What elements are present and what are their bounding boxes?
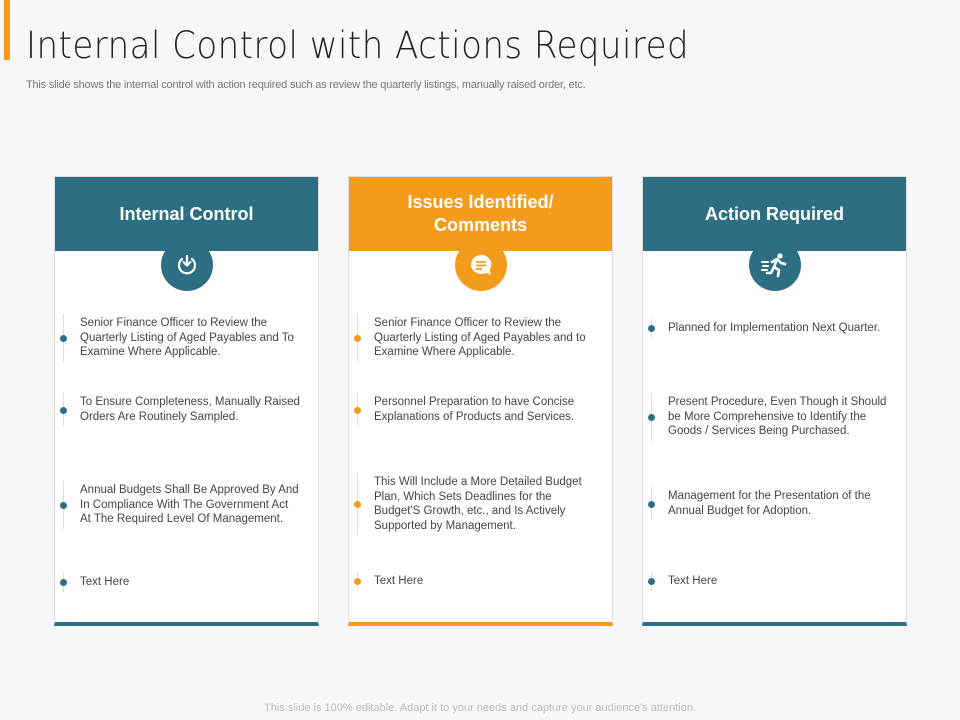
list-item: Text Here <box>374 574 594 589</box>
list-item: Text Here <box>668 574 888 589</box>
card-issues-identified <box>348 176 613 626</box>
title-accent-bar <box>4 0 10 60</box>
running-icon <box>749 239 801 291</box>
bullet-dot <box>648 414 655 421</box>
card-action-required <box>642 176 907 626</box>
list-item: To Ensure Completeness, Manually Raised Orders Are Routinely Sampled. <box>80 395 300 424</box>
list-item: Senior Finance Officer to Review the Quarterly Listing of Aged Payables and to Examine Where Applicable. <box>374 316 594 360</box>
list-item: Present Procedure, Even Though it Should be More Comprehensive to Identify the Goods / Services Being Purchased. <box>668 395 888 439</box>
page-subtitle: This slide shows the internal control with action required such as review the quarterly listings, manually raised order, etc. <box>26 79 586 91</box>
card-header: Action Required <box>643 177 906 251</box>
bullet-dot <box>60 579 67 586</box>
page-title: Internal Control with Actions Required <box>26 24 690 67</box>
power-icon <box>161 239 213 291</box>
list-item: Senior Finance Officer to Review the Quarterly Listing of Aged Payables and To Examine Where Applicable. <box>80 316 300 360</box>
bullet-dot <box>354 407 361 414</box>
bullet-dot <box>60 502 67 509</box>
list-item: This Will Include a More Detailed Budget Plan, Which Sets Deadlines for the Budget'S Growth, etc., and Is Actively Supported by Management. <box>374 475 594 533</box>
bullet-dot <box>648 325 655 332</box>
bullet-dot <box>60 335 67 342</box>
bullet-dot <box>648 578 655 585</box>
card-header: Internal Control <box>55 177 318 251</box>
list-item: Management for the Presentation of the Annual Budget for Adoption. <box>668 489 888 518</box>
card-header: Issues Identified/ Comments <box>349 177 612 251</box>
bullet-dot <box>354 335 361 342</box>
bullet-dot <box>354 578 361 585</box>
card-internal-control <box>54 176 319 626</box>
list-item: Text Here <box>80 575 300 590</box>
bullet-dot <box>354 501 361 508</box>
bullet-dot <box>648 501 655 508</box>
list-item: Planned for Implementation Next Quarter. <box>668 321 888 336</box>
list-item: Personnel Preparation to have Concise Explanations of Products and Services. <box>374 395 594 424</box>
bullet-dot <box>60 407 67 414</box>
comment-icon <box>455 239 507 291</box>
list-item: Annual Budgets Shall Be Approved By And In Compliance With The Government Act At The Required Level Of Management. <box>80 483 300 527</box>
footer-note: This slide is 100% editable. Adapt it to your needs and capture your audience's attention. <box>264 702 696 714</box>
